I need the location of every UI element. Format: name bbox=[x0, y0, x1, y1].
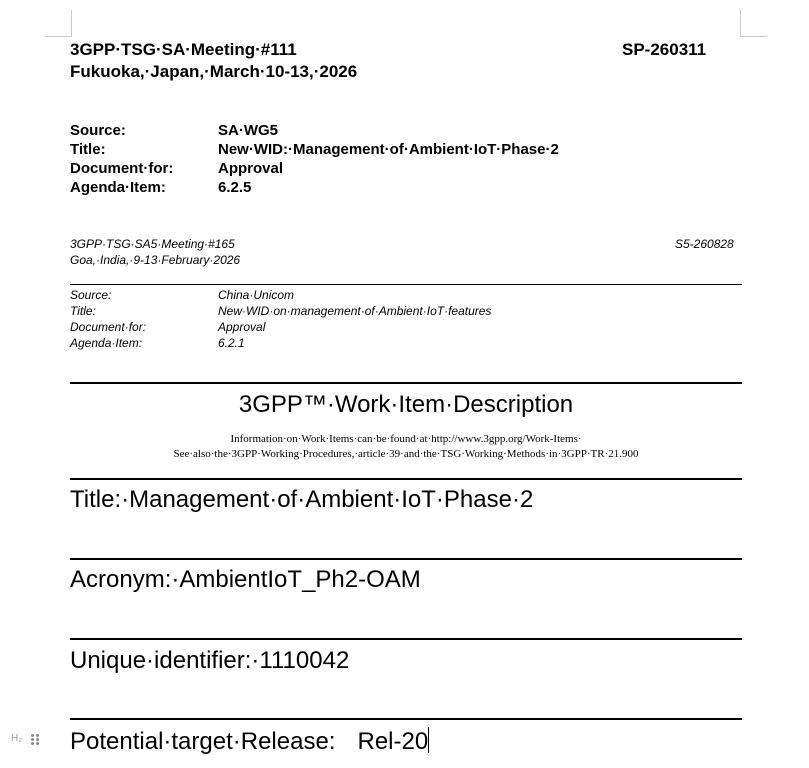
target-release-value[interactable]: Rel-20 bbox=[357, 728, 429, 755]
target-release-label: Potential·target·Release: bbox=[70, 728, 336, 755]
page-corner-mark bbox=[740, 10, 767, 37]
embedded-document-for-label: Document·for: bbox=[70, 320, 147, 334]
embedded-document-number: S5-260828 bbox=[675, 237, 734, 251]
divider bbox=[70, 718, 742, 720]
embedded-title-value: New·WID·on·management·of·Ambient·IoT·features bbox=[218, 304, 492, 318]
wid-info-line: See·also·the·3GPP·Working·Procedures,·article·39·and·the·TSG·Working·Methods·in·3GPP·TR·21.900 bbox=[173, 448, 639, 460]
meeting-title: 3GPP·TSG·SA·Meeting·#111 bbox=[70, 40, 297, 59]
wid-heading: 3GPP™·Work·Item·Description bbox=[238, 391, 574, 418]
divider bbox=[70, 558, 742, 560]
embedded-source-value: China·Unicom bbox=[218, 288, 295, 302]
page-corner-mark bbox=[45, 10, 72, 37]
wid-info-line: Information·on·Work·Items·can·be·found·at·http://www.3gpp.org/Work-Items· bbox=[230, 433, 582, 445]
document-number: SP-260311 bbox=[622, 40, 707, 59]
divider bbox=[70, 382, 742, 384]
unique-identifier-field[interactable]: Unique·identifier:·1110042 bbox=[70, 647, 350, 674]
agenda-item-value: 6.2.5 bbox=[218, 179, 252, 196]
embedded-meeting-title: 3GPP·TSG·SA5·Meeting·#165 bbox=[70, 237, 235, 251]
title-value: New·WID:·Management·of·Ambient·IoT·Phase·2 bbox=[218, 141, 559, 158]
source-value: SA·WG5 bbox=[218, 122, 278, 139]
embedded-title-label: Title: bbox=[70, 304, 96, 318]
drag-handle-icon[interactable] bbox=[31, 734, 40, 746]
divider bbox=[70, 284, 742, 285]
embedded-source-label: Source: bbox=[70, 288, 112, 302]
wid-title-field[interactable]: Title:·Management·of·Ambient·IoT·Phase·2 bbox=[70, 486, 534, 513]
target-release-field[interactable] bbox=[70, 727, 429, 757]
embedded-agenda-item-value: 6.2.1 bbox=[218, 336, 245, 350]
embedded-location: Goa,·India,·9-13·February·2026 bbox=[70, 253, 241, 267]
meeting-location: Fukuoka,·Japan,·March·10-13,·2026 bbox=[70, 62, 358, 81]
document-for-label: Document·for: bbox=[70, 160, 174, 177]
acronym-field[interactable]: Acronym:·AmbientIoT_Ph2-OAM bbox=[70, 566, 421, 593]
source-label: Source: bbox=[70, 122, 126, 139]
text-cursor bbox=[428, 727, 429, 753]
embedded-document-for-value: Approval bbox=[218, 320, 266, 334]
divider bbox=[70, 478, 742, 480]
title-label: Title: bbox=[70, 141, 106, 158]
document-for-value: Approval bbox=[218, 160, 284, 177]
divider bbox=[70, 638, 742, 640]
agenda-item-label: Agenda·Item: bbox=[70, 179, 166, 196]
embedded-agenda-item-label: Agenda·Item: bbox=[70, 336, 143, 350]
heading-style-marker: H₂ bbox=[11, 733, 23, 744]
